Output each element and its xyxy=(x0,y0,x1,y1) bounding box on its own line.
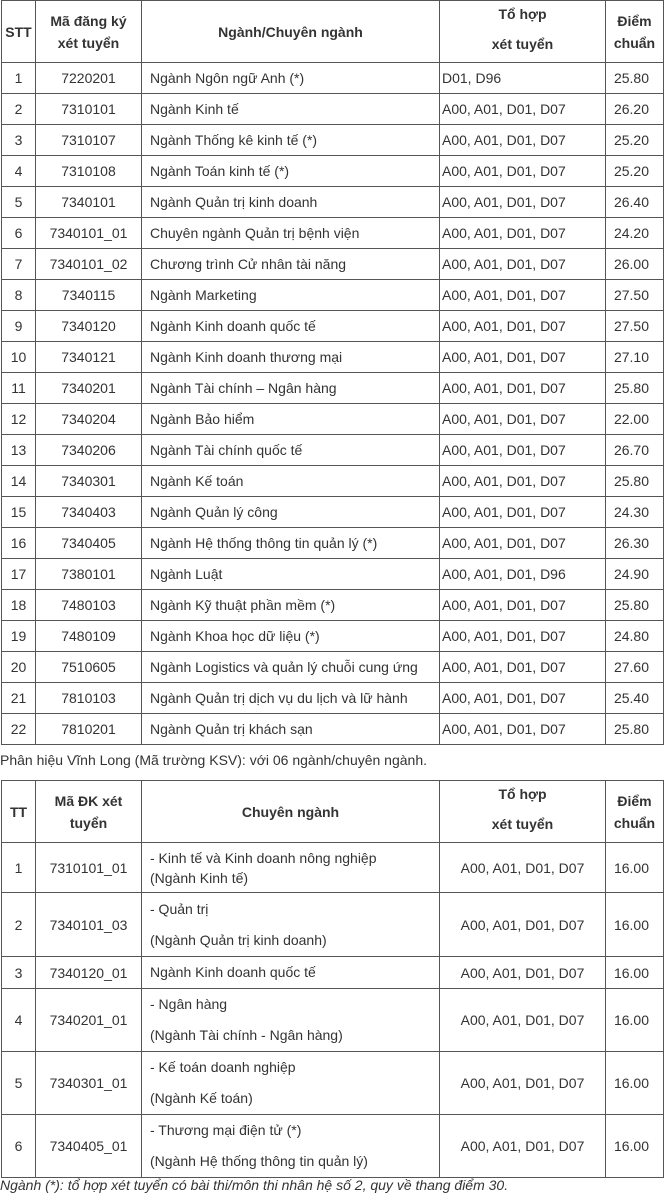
table-row xyxy=(2,156,664,187)
row-score: 27.50 xyxy=(606,280,664,311)
row-combination: A00, A01, D01, D07 xyxy=(440,94,606,125)
header-score: Điểm chuẩn xyxy=(606,781,664,843)
row-stt: 1 xyxy=(2,63,36,94)
row-major: Ngành Kế toán xyxy=(142,466,440,497)
row-major: Ngành Marketing xyxy=(142,280,440,311)
row-major: Ngành Logistics và quản lý chuỗi cung ứng xyxy=(142,652,440,683)
row-score: 16.00 xyxy=(606,957,664,989)
table-row xyxy=(2,621,664,652)
major-line: - Quản trị xyxy=(150,900,209,917)
row-score: 25.40 xyxy=(606,683,664,714)
row-combination: A00, A01, D01, D07 xyxy=(440,497,606,528)
row-combination: A00, A01, D01, D07 xyxy=(440,957,606,989)
row-combination: D01, D96 xyxy=(440,63,606,94)
row-major xyxy=(142,1052,440,1115)
row-combination: A00, A01, D01, D07 xyxy=(440,893,606,957)
table-row xyxy=(2,435,664,466)
header-stt: STT xyxy=(2,1,36,63)
table-row xyxy=(2,404,664,435)
row-code: 7340120 xyxy=(36,311,142,342)
row-score: 16.00 xyxy=(606,989,664,1052)
table-row xyxy=(2,714,664,745)
table-row xyxy=(2,280,664,311)
table-row xyxy=(2,528,664,559)
row-major: Chuyên ngành Quản trị bệnh viện xyxy=(142,218,440,249)
row-stt: 21 xyxy=(2,683,36,714)
major-parent-line: (Ngành Kinh tế) xyxy=(150,869,249,886)
row-code: 7380101 xyxy=(36,559,142,590)
major-line: - Thương mại điện tử (*) xyxy=(150,1122,302,1138)
branch-scores-table xyxy=(1,780,664,1178)
table-row xyxy=(2,893,664,957)
row-tt: 3 xyxy=(2,957,36,989)
table-row xyxy=(2,652,664,683)
row-stt: 4 xyxy=(2,156,36,187)
row-code: 7480103 xyxy=(36,590,142,621)
row-stt: 18 xyxy=(2,590,36,621)
row-major: Ngành Kinh tế xyxy=(142,94,440,125)
row-stt: 12 xyxy=(2,404,36,435)
row-major: Ngành Quản lý công xyxy=(142,497,440,528)
row-code: 7340301 xyxy=(36,466,142,497)
row-score: 24.90 xyxy=(606,559,664,590)
major-parent-line: (Ngành Hệ thống thông tin quản lý) xyxy=(150,1153,368,1169)
table-row xyxy=(2,1052,664,1115)
row-stt: 8 xyxy=(2,280,36,311)
table-row xyxy=(2,218,664,249)
row-stt: 14 xyxy=(2,466,36,497)
row-code: 7340201 xyxy=(36,373,142,404)
row-score: 26.20 xyxy=(606,94,664,125)
row-score: 22.00 xyxy=(606,404,664,435)
row-score: 25.80 xyxy=(606,373,664,404)
row-code: 7310101 xyxy=(36,94,142,125)
row-combination: A00, A01, D01, D07 xyxy=(440,989,606,1052)
row-code: 7340403 xyxy=(36,497,142,528)
row-combination: A00, A01, D01, D96 xyxy=(440,559,606,590)
row-combination: A00, A01, D01, D07 xyxy=(440,466,606,497)
table-row xyxy=(2,497,664,528)
row-tt: 4 xyxy=(2,989,36,1052)
row-code: 7340101 xyxy=(36,187,142,218)
row-stt: 7 xyxy=(2,249,36,280)
row-code: 7310107 xyxy=(36,125,142,156)
row-code: 7220201 xyxy=(36,63,142,94)
row-combination: A00, A01, D01, D07 xyxy=(440,435,606,466)
row-combination: A00, A01, D01, D07 xyxy=(440,714,606,745)
row-major: Ngành Bảo hiểm xyxy=(142,404,440,435)
row-code: 7340101_03 xyxy=(36,893,142,957)
row-combination: A00, A01, D01, D07 xyxy=(440,652,606,683)
row-combination: A00, A01, D01, D07 xyxy=(440,373,606,404)
row-combination: A00, A01, D01, D07 xyxy=(440,621,606,652)
row-stt: 10 xyxy=(2,342,36,373)
header-combination: Tổ hợp xét tuyển xyxy=(440,781,606,843)
table-row xyxy=(2,373,664,404)
row-major xyxy=(142,893,440,957)
row-combination: A00, A01, D01, D07 xyxy=(440,311,606,342)
header-combination: Tổ hợp xét tuyển xyxy=(440,1,606,63)
row-code: 7810103 xyxy=(36,683,142,714)
row-score: 26.40 xyxy=(606,187,664,218)
row-score: 16.00 xyxy=(606,843,664,893)
table-row xyxy=(2,125,664,156)
row-code: 7340405 xyxy=(36,528,142,559)
row-score: 25.20 xyxy=(606,125,664,156)
row-major: Ngành Tài chính – Ngân hàng xyxy=(142,373,440,404)
row-combination: A00, A01, D01, D07 xyxy=(440,843,606,893)
row-major: Ngành Quản trị kinh doanh xyxy=(142,187,440,218)
row-major: Ngành Quản trị dịch vụ du lịch và lữ hành xyxy=(142,683,440,714)
row-combination: A00, A01, D01, D07 xyxy=(440,528,606,559)
row-score: 26.30 xyxy=(606,528,664,559)
row-stt: 22 xyxy=(2,714,36,745)
row-major: Ngành Hệ thống thông tin quản lý (*) xyxy=(142,528,440,559)
row-code: 7340301_01 xyxy=(36,1052,142,1115)
major-line: - Ngân hàng xyxy=(150,996,228,1012)
row-score: 26.70 xyxy=(606,435,664,466)
row-stt: 3 xyxy=(2,125,36,156)
table-row xyxy=(2,63,664,94)
row-stt: 19 xyxy=(2,621,36,652)
row-stt: 16 xyxy=(2,528,36,559)
row-code: 7480109 xyxy=(36,621,142,652)
row-code: 7340120_01 xyxy=(36,957,142,989)
row-code: 7310108 xyxy=(36,156,142,187)
row-combination: A00, A01, D01, D07 xyxy=(440,218,606,249)
row-code: 7810201 xyxy=(36,714,142,745)
row-score: 24.20 xyxy=(606,218,664,249)
row-stt: 20 xyxy=(2,652,36,683)
major-line: - Kế toán doanh nghiệp xyxy=(150,1059,296,1075)
row-score: 25.80 xyxy=(606,466,664,497)
row-major xyxy=(142,843,440,893)
row-combination: A00, A01, D01, D07 xyxy=(440,342,606,373)
row-major: Ngành Khoa học dữ liệu (*) xyxy=(142,621,440,652)
row-stt: 6 xyxy=(2,218,36,249)
row-score: 25.80 xyxy=(606,714,664,745)
row-code: 7510605 xyxy=(36,652,142,683)
row-combination: A00, A01, D01, D07 xyxy=(440,590,606,621)
major-line: Ngành Kinh doanh quốc tế xyxy=(150,964,316,980)
row-score: 25.20 xyxy=(606,156,664,187)
row-major: Ngành Quản trị khách sạn xyxy=(142,714,440,745)
row-score: 27.10 xyxy=(606,342,664,373)
header-score: Điểm chuẩn xyxy=(606,1,664,63)
row-combination: A00, A01, D01, D07 xyxy=(440,683,606,714)
row-combination: A00, A01, D01, D07 xyxy=(440,156,606,187)
row-major: Ngành Thống kê kinh tế (*) xyxy=(142,125,440,156)
row-stt: 5 xyxy=(2,187,36,218)
header-tt: TT xyxy=(2,781,36,843)
row-major xyxy=(142,989,440,1052)
table-header-row xyxy=(2,781,664,843)
row-combination: A00, A01, D01, D07 xyxy=(440,249,606,280)
row-score: 24.80 xyxy=(606,621,664,652)
row-combination: A00, A01, D01, D07 xyxy=(440,187,606,218)
row-major: Ngành Luật xyxy=(142,559,440,590)
table-row xyxy=(2,187,664,218)
row-code: 7310101_01 xyxy=(36,843,142,893)
row-code: 7340201_01 xyxy=(36,989,142,1052)
row-tt: 5 xyxy=(2,1052,36,1115)
row-combination: A00, A01, D01, D07 xyxy=(440,280,606,311)
row-combination: A00, A01, D01, D07 xyxy=(440,404,606,435)
table-header-row xyxy=(2,1,664,63)
row-combination: A00, A01, D01, D07 xyxy=(440,1052,606,1115)
row-tt: 1 xyxy=(2,843,36,893)
table-row xyxy=(2,1115,664,1178)
major-parent-line: (Ngành Tài chính - Ngân hàng) xyxy=(150,1027,343,1043)
row-code: 7340121 xyxy=(36,342,142,373)
major-parent-line: (Ngành Kế toán) xyxy=(150,1090,253,1106)
row-code: 7340115 xyxy=(36,280,142,311)
row-major: Ngành Kinh doanh quốc tế xyxy=(142,311,440,342)
row-major: Ngành Tài chính quốc tế xyxy=(142,435,440,466)
table-row xyxy=(2,342,664,373)
row-score: 25.80 xyxy=(606,63,664,94)
table-row xyxy=(2,249,664,280)
row-stt: 17 xyxy=(2,559,36,590)
header-major: Chuyên ngành xyxy=(142,781,440,843)
row-score: 16.00 xyxy=(606,1115,664,1178)
row-stt: 13 xyxy=(2,435,36,466)
row-combination: A00, A01, D01, D07 xyxy=(440,125,606,156)
row-code: 7340405_01 xyxy=(36,1115,142,1178)
row-stt: 2 xyxy=(2,94,36,125)
major-parent-line: (Ngành Quản trị kinh doanh) xyxy=(150,931,327,948)
row-major xyxy=(142,1115,440,1178)
table-row xyxy=(2,311,664,342)
row-code: 7340101_02 xyxy=(36,249,142,280)
table-row xyxy=(2,843,664,893)
row-stt: 15 xyxy=(2,497,36,528)
major-line: - Kinh tế và Kinh doanh nông nghiệp xyxy=(150,849,377,866)
row-score: 24.30 xyxy=(606,497,664,528)
row-score: 25.80 xyxy=(606,590,664,621)
table-row xyxy=(2,94,664,125)
row-major xyxy=(142,957,440,989)
row-code: 7340206 xyxy=(36,435,142,466)
row-code: 7340204 xyxy=(36,404,142,435)
table-row xyxy=(2,957,664,989)
row-major: Ngành Ngôn ngữ Anh (*) xyxy=(142,63,440,94)
row-score: 26.00 xyxy=(606,249,664,280)
table-row xyxy=(2,590,664,621)
table-row xyxy=(2,559,664,590)
row-code: 7340101_01 xyxy=(36,218,142,249)
header-code: Mã ĐK xét tuyển xyxy=(36,781,142,843)
header-code: Mã đăng ký xét tuyển xyxy=(36,1,142,63)
admission-scores-table xyxy=(1,0,664,745)
row-tt: 2 xyxy=(2,893,36,957)
row-combination: A00, A01, D01, D07 xyxy=(440,1115,606,1178)
row-major: Ngành Kinh doanh thương mại xyxy=(142,342,440,373)
row-stt: 9 xyxy=(2,311,36,342)
header-major: Ngành/Chuyên ngành xyxy=(142,1,440,63)
branch-note: Phân hiệu Vĩnh Long (Mã trường KSV): với 06 ngành/chuyên ngành. xyxy=(0,752,428,768)
row-stt: 11 xyxy=(2,373,36,404)
row-major: Ngành Toán kinh tế (*) xyxy=(142,156,440,187)
row-score: 16.00 xyxy=(606,1052,664,1115)
row-major: Chương trình Cử nhân tài năng xyxy=(142,249,440,280)
table-row xyxy=(2,466,664,497)
row-tt: 6 xyxy=(2,1115,36,1178)
row-score: 27.50 xyxy=(606,311,664,342)
footnote: Ngành (*): tổ hợp xét tuyển có bài thi/môn thi nhân hệ số 2, quy về thang điểm 30. xyxy=(0,1177,509,1193)
table-row xyxy=(2,683,664,714)
row-major: Ngành Kỹ thuật phần mềm (*) xyxy=(142,590,440,621)
table-row xyxy=(2,989,664,1052)
row-score: 16.00 xyxy=(606,893,664,957)
row-score: 27.60 xyxy=(606,652,664,683)
